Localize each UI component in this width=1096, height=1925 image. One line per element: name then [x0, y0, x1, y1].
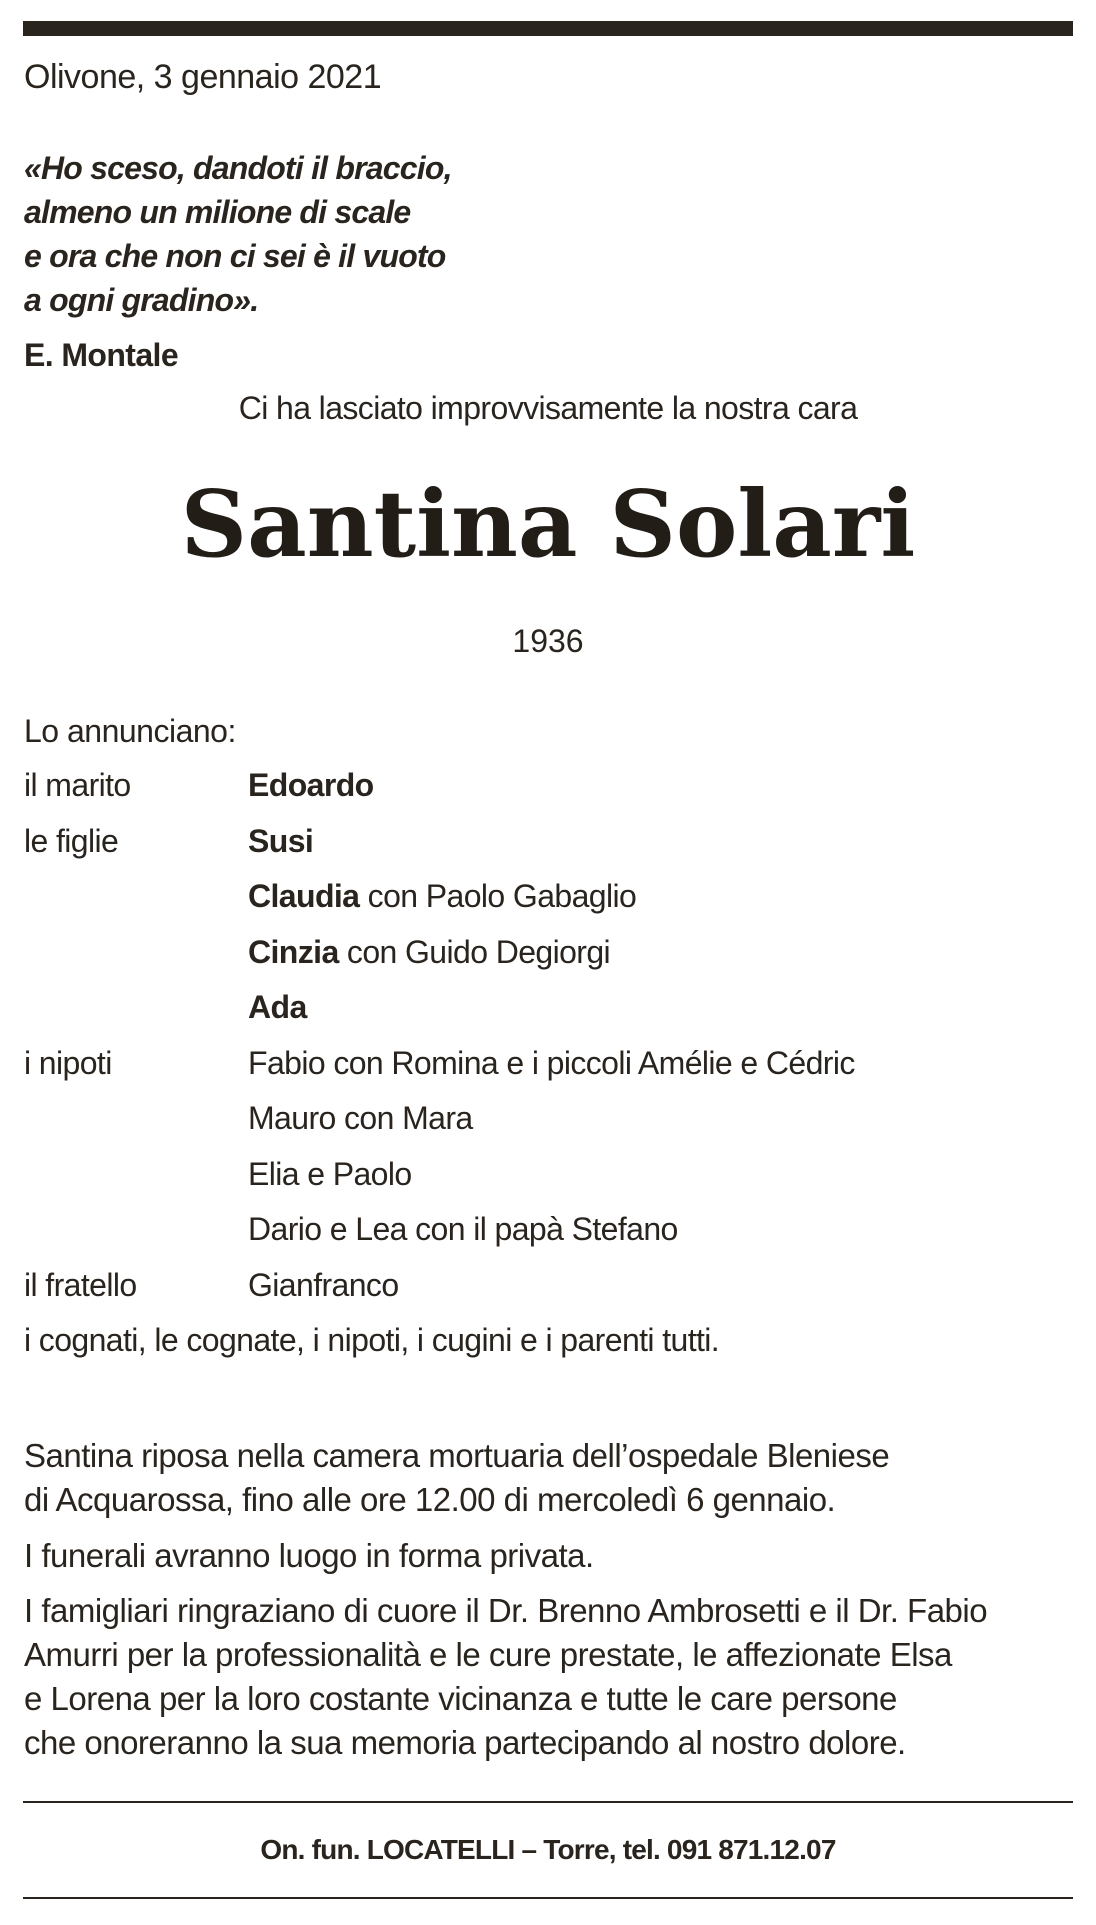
paragraph-line: Amurri per la professionalità e le cure prestate, le affezionate Elsa	[24, 1636, 952, 1673]
deceased-name: Santina Solari	[180, 470, 916, 578]
family-row	[24, 1149, 1064, 1205]
family-name: Susi	[248, 822, 314, 859]
family-row	[24, 816, 1064, 872]
quote-line: a ogni gradino».	[24, 282, 259, 318]
family-members	[248, 878, 636, 915]
family-list	[24, 760, 1064, 1315]
thanks-paragraph	[24, 1589, 987, 1765]
family-detail: con Paolo Gabaglio	[359, 878, 637, 914]
family-members	[248, 1211, 678, 1248]
deceased-year: 1936	[512, 623, 584, 659]
family-detail: Dario e Lea con il papà Stefano	[248, 1211, 678, 1247]
other-relatives: i cognati, le cognate, i nipoti, i cugini e i parenti tutti.	[24, 1322, 720, 1358]
family-detail: con Guido Degiorgi	[338, 933, 611, 970]
quote-line: almeno un milione di scale	[24, 194, 411, 230]
top-rule	[23, 21, 1073, 36]
funeral-home-footer: On. fun. LOCATELLI – Torre, tel. 091 871.12.07	[260, 1834, 836, 1865]
family-row	[24, 927, 1064, 983]
announce-label: Lo annunciano:	[24, 713, 236, 749]
family-members	[248, 767, 374, 804]
paragraph-line: I famigliari ringraziano di cuore il Dr. Brenno Ambrosetti e il Dr. Fabio	[24, 1592, 988, 1629]
family-row	[24, 760, 1064, 816]
family-name: Claudia	[248, 878, 360, 914]
family-row	[24, 1093, 1064, 1149]
footer-top-rule	[23, 1801, 1073, 1803]
quote-line: «Ho sceso, dandoti il braccio,	[24, 150, 452, 186]
family-relation: il fratello	[24, 1266, 137, 1303]
quote-line: e ora che non ci sei è il vuoto	[24, 238, 446, 274]
family-relation: i nipoti	[24, 1044, 112, 1081]
epigraph-quote	[24, 146, 452, 322]
dateline: Olivone, 3 gennaio 2021	[24, 58, 382, 96]
paragraph-line: I funerali avranno luogo in forma privata.	[24, 1537, 594, 1574]
family-members	[248, 989, 307, 1026]
family-relation: le figlie	[24, 822, 119, 859]
family-name: Edoardo	[248, 767, 374, 803]
family-detail: Fabio con Romina e i piccoli Amélie e Cédric	[248, 1044, 855, 1081]
family-members	[248, 1156, 412, 1193]
family-name: Cinzia	[248, 933, 339, 970]
wake-paragraph	[24, 1434, 889, 1522]
paragraph-line: di Acquarossa, fino alle ore 12.00 di mercoledì 6 gennaio.	[24, 1481, 836, 1518]
family-members	[248, 934, 610, 971]
family-members	[248, 1100, 473, 1137]
family-row	[24, 1260, 1064, 1316]
funeral-paragraph	[24, 1534, 594, 1578]
family-row	[24, 982, 1064, 1038]
family-relation: il marito	[24, 767, 131, 803]
family-members	[248, 1267, 399, 1304]
family-members	[248, 823, 313, 860]
family-detail: Mauro con Mara	[248, 1100, 473, 1136]
family-detail: Elia e Paolo	[248, 1155, 412, 1192]
family-members	[248, 1045, 855, 1082]
paragraph-line: che onoreranno la sua memoria partecipando al nostro dolore.	[24, 1724, 906, 1761]
family-detail: Gianfranco	[248, 1266, 399, 1303]
intro-text: Ci ha lasciato improvvisamente la nostra cara	[238, 390, 858, 426]
paragraph-line: e Lorena per la loro costante vicinanza e tutte le care persone	[24, 1680, 897, 1717]
quote-author: E. Montale	[24, 337, 179, 373]
family-row	[24, 871, 1064, 927]
footer-bottom-rule	[23, 1897, 1073, 1899]
family-name: Ada	[248, 989, 307, 1025]
family-row	[24, 1204, 1064, 1260]
paragraph-line: Santina riposa nella camera mortuaria dell’ospedale Bleniese	[24, 1437, 890, 1474]
family-row	[24, 1038, 1064, 1094]
